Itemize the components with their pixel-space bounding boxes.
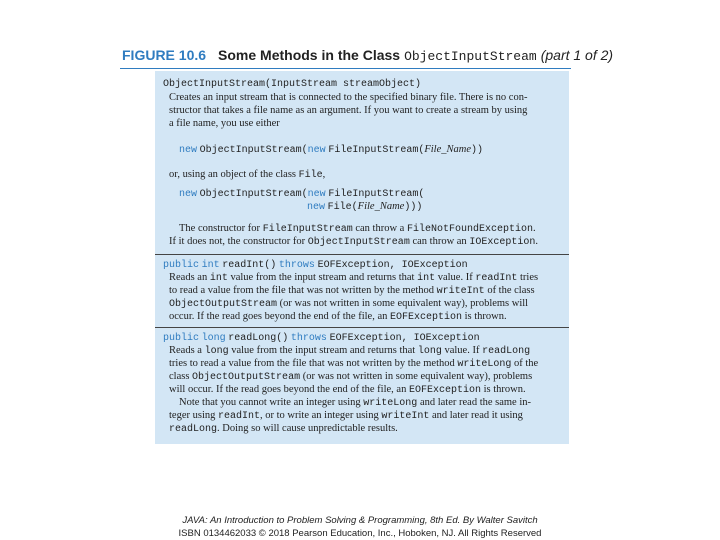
or-text: or, using an object of the class <box>169 169 297 180</box>
figure-title: Some Methods in the Class <box>218 47 401 63</box>
methods-panel <box>155 71 569 444</box>
figure-label: FIGURE 10.6 <box>122 47 207 63</box>
text: and later read the same in- <box>419 397 532 408</box>
code-text: File( <box>327 202 358 213</box>
readlong-note-line <box>169 410 523 423</box>
readint-desc-line <box>169 298 528 311</box>
keyword: new <box>307 202 326 213</box>
text: value. If <box>444 345 480 356</box>
text: (or was not written in some equivalent way), problems <box>302 371 533 382</box>
type-name: long <box>417 346 442 357</box>
exception-name: FileNotFoundException <box>406 224 533 235</box>
readlong-note-line <box>169 423 398 436</box>
text: of the <box>514 358 539 369</box>
readlong-signature <box>163 332 480 345</box>
text: value from the input stream and returns that <box>231 345 416 356</box>
constructor-desc-line: a file name, you use either <box>169 118 280 129</box>
code-example-1 <box>179 144 483 157</box>
figure-class-name: ObjectInputStream <box>404 49 537 64</box>
code-arg: File_Name <box>424 144 471 155</box>
method-ref: readLong <box>482 346 531 357</box>
text: will occur. If the read goes beyond the end of the file, an <box>169 384 407 395</box>
keyword-public: public <box>163 260 200 271</box>
constructor-desc-line: Creates an input stream that is connected to the specified binary file. There is no con- <box>169 92 528 103</box>
method-ref: writeLong <box>457 359 512 370</box>
exceptions: EOFException, IOException <box>329 333 480 344</box>
note-text: can throw a <box>355 223 405 234</box>
or-line <box>169 169 325 182</box>
readlong-desc-line <box>169 371 532 384</box>
method-ref: readInt <box>475 273 518 284</box>
method-ref: writeInt <box>436 286 485 297</box>
text: value. If <box>437 272 473 283</box>
text: Note that you cannot write an integer using <box>179 397 361 408</box>
code-text: ObjectInputStream( <box>199 145 308 156</box>
constructor-note-2 <box>169 236 538 249</box>
text: Reads an <box>169 272 208 283</box>
readint-desc-line <box>169 272 538 285</box>
code-text: ObjectInputStream( <box>199 189 308 200</box>
text: tries <box>519 272 539 283</box>
code-text: ))) <box>404 202 423 213</box>
method-ref: writeLong <box>363 398 418 409</box>
class-name: File <box>298 170 323 181</box>
figure-part: (part 1 of 2) <box>540 47 614 63</box>
class-name: ObjectOutputStream <box>169 299 278 310</box>
type-name: int <box>209 273 228 284</box>
readint-desc-line <box>169 285 535 298</box>
text: is thrown. <box>483 384 526 395</box>
text: and later read it using <box>431 410 523 421</box>
text: teger using <box>169 410 216 421</box>
keyword: new <box>307 145 326 156</box>
readlong-desc-line <box>169 358 538 371</box>
text: tries to read a value from the file that was not written by the method <box>169 358 455 369</box>
readlong-block <box>155 328 569 444</box>
keyword-throws: throws <box>290 333 327 344</box>
note-text: can throw an <box>412 236 467 247</box>
text: class <box>169 371 190 382</box>
exception-name: EOFException <box>408 385 481 396</box>
keyword: new <box>179 189 198 200</box>
footer-copyright: ISBN 0134462033 © 2018 Pearson Education, Inc., Hoboken, NJ. All Rights Reserved <box>178 528 542 539</box>
footer-book-title: JAVA: An Introduction to Problem Solving & Programming, 8th Ed. By Walter Savitch <box>182 515 538 526</box>
keyword-public: public <box>163 333 200 344</box>
text: of the class <box>487 285 535 296</box>
text: value from the input stream and returns that <box>230 272 415 283</box>
constructor-block <box>155 71 569 257</box>
constructor-desc-line: structor that takes a file name as an argument. If you want to create a stream by using <box>169 105 528 116</box>
header-rule <box>120 68 571 69</box>
method-ref: readLong <box>169 424 218 435</box>
method-name: readInt() <box>222 260 277 271</box>
keyword-throws: throws <box>278 260 315 271</box>
text: to read a value from the file that was not written by the method <box>169 285 435 296</box>
exception-name: IOException <box>469 237 536 248</box>
exception-name: EOFException <box>390 312 463 323</box>
readlong-desc-line <box>169 384 526 397</box>
code-arg: File_Name <box>357 201 405 212</box>
method-ref: readInt <box>218 411 261 422</box>
code-text: FileInputStream( <box>328 189 425 200</box>
method-ref: writeInt <box>381 411 430 422</box>
keyword-long: long <box>201 333 226 344</box>
keyword: new <box>307 189 326 200</box>
text: is thrown. <box>464 311 507 322</box>
note-end: . <box>532 223 536 234</box>
code-text: )) <box>470 145 483 156</box>
or-end: , <box>322 169 326 180</box>
readlong-note-line <box>179 397 531 410</box>
constructor-signature: ObjectInputStream(InputStream streamObject) <box>163 79 422 90</box>
code-example-2 <box>179 188 424 201</box>
text: Reads a <box>169 345 202 356</box>
figure-header <box>122 47 614 69</box>
class-name: FileInputStream <box>262 224 353 235</box>
note-text: If it does not, the constructor for <box>169 236 306 247</box>
note-text: The constructor for <box>179 223 261 234</box>
class-name: ObjectOutputStream <box>192 372 301 383</box>
keyword-int: int <box>201 260 220 271</box>
type-name: int <box>417 273 436 284</box>
type-name: long <box>204 346 229 357</box>
text: , or to write an integer using <box>260 410 379 421</box>
exceptions: EOFException, IOException <box>317 260 468 271</box>
class-name: ObjectInputStream <box>307 237 410 248</box>
note-end: . <box>535 236 538 247</box>
text: (or was not written in some equivalent way), problems will <box>279 298 529 309</box>
text: occur. If the read goes beyond the end of the file, an <box>169 311 388 322</box>
code-text: FileInputStream( <box>328 145 425 156</box>
keyword: new <box>179 145 198 156</box>
readint-signature <box>163 259 468 272</box>
readint-desc-line <box>169 311 507 324</box>
readint-block <box>155 255 569 325</box>
readlong-desc-line <box>169 345 530 358</box>
footer <box>0 514 720 540</box>
code-example-3 <box>307 201 422 214</box>
text: . Doing so will cause unpredictable results. <box>217 423 398 434</box>
method-name: readLong() <box>228 333 289 344</box>
constructor-note-1 <box>179 223 536 236</box>
